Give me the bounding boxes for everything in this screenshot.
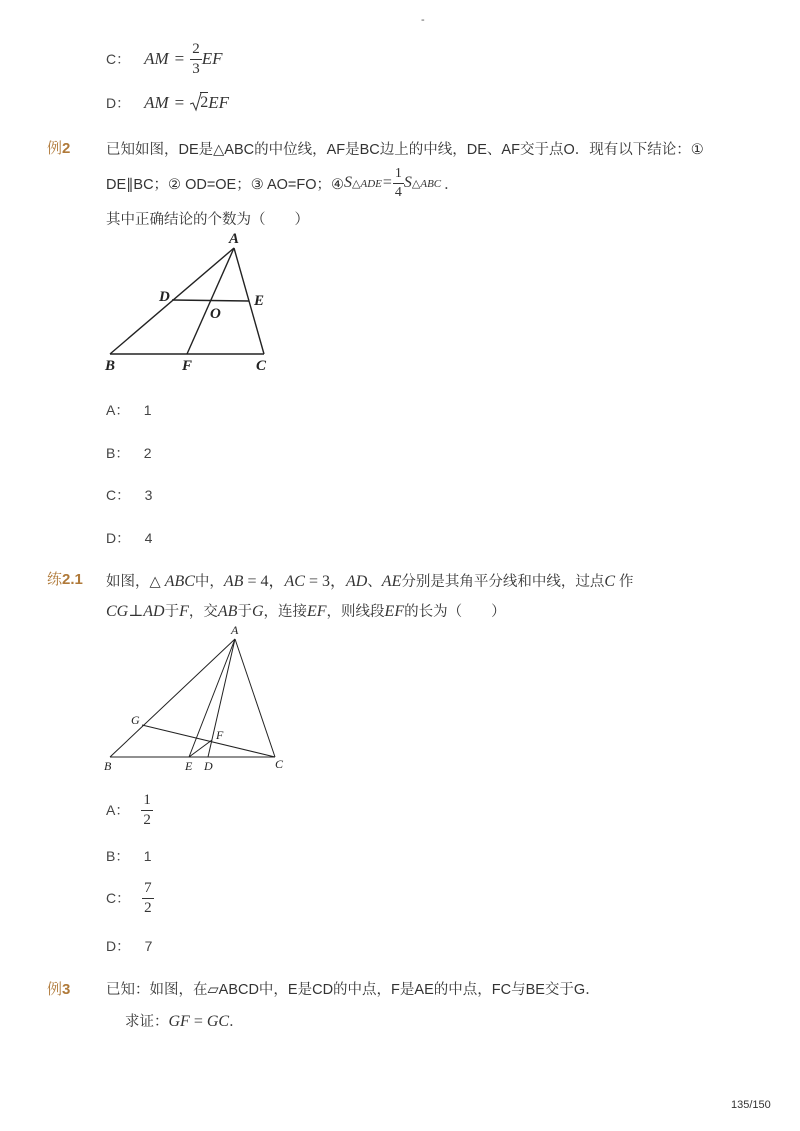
math-eq: = [189, 1013, 207, 1030]
prev-option-c [106, 38, 223, 80]
segment-ac [235, 639, 275, 757]
ex2-line3: 其中正确结论的个数为（ ） [106, 212, 309, 228]
area-symbol: S [344, 174, 353, 191]
fraction-numerator: 1 [393, 167, 404, 184]
area-subscript: △ABC [411, 177, 442, 190]
text-run: = 3， [304, 573, 346, 590]
area-symbol: S [403, 174, 412, 191]
fraction-numerator: 7 [142, 881, 154, 899]
example-number: 3 [62, 981, 71, 998]
text-run: ，则线段 [326, 604, 385, 620]
math-rhs: EF [201, 49, 223, 68]
math-point-c: C [604, 573, 616, 590]
fraction [190, 42, 202, 77]
option-label: D： [106, 530, 131, 546]
math-eq: = [174, 49, 185, 68]
math-segment-ad: AD [345, 573, 368, 590]
option-label: C： [106, 51, 131, 67]
option-label: C： [106, 487, 131, 503]
math-segment-gf: GF [168, 1013, 190, 1030]
ex2-option-b [106, 443, 152, 463]
math-segment-ac: AC [284, 573, 305, 590]
example-number: 2.1 [62, 571, 83, 588]
example-label-ex21 [47, 568, 83, 589]
point-label-e: E [185, 759, 193, 773]
radical-sign-icon [190, 92, 202, 112]
point-label-a: A [229, 231, 240, 247]
math-triangle-abc: ABC [164, 573, 195, 590]
ex2-option-a [106, 400, 152, 420]
option-label: A： [106, 402, 130, 418]
fraction-denominator: 3 [192, 60, 200, 77]
ex21-triangle-figure [100, 620, 300, 775]
math-point-g: G [251, 603, 264, 620]
fraction-denominator: 4 [394, 184, 402, 200]
fraction [142, 881, 154, 916]
text-run: ，连接 [263, 604, 307, 620]
fraction-numerator: 1 [141, 793, 153, 811]
header-mark: - [421, 14, 425, 26]
text-run: 于 [164, 604, 180, 620]
fraction-numerator: 2 [190, 42, 202, 60]
example-label-ex2 [47, 137, 70, 158]
area-subscript: △ADE [352, 177, 382, 190]
math-rhs: EF [208, 93, 230, 112]
point-label-c: C [256, 358, 267, 374]
fraction [141, 793, 153, 828]
ex2-option-d [106, 528, 152, 548]
math-segment-ad: AD [143, 603, 165, 620]
option-label: A： [106, 802, 130, 818]
perp-symbol: ⊥ [128, 603, 144, 620]
point-label-f: F [216, 728, 224, 742]
point-label-b: B [105, 358, 116, 374]
ex2-line2 [106, 163, 459, 203]
point-label-o: O [210, 306, 221, 322]
option-value: 1 [143, 848, 152, 864]
text-run: 于 [237, 604, 252, 620]
math-segment-ab: AB [217, 603, 238, 620]
math-lhs: AM [144, 49, 169, 68]
option-label: B： [106, 848, 130, 864]
point-label-a: A [231, 623, 239, 637]
text-run: 求证： [125, 1014, 169, 1030]
example-label-ex3 [47, 978, 70, 999]
math-segment-gc: GC [206, 1013, 230, 1030]
text-run: 中， [194, 574, 224, 590]
ex2-triangle-figure [100, 228, 280, 378]
fraction-denominator: 2 [143, 811, 151, 828]
page-number: 135/150 [731, 1099, 771, 1111]
ex2-line2-text: DE∥BC；② OD=OE；③ AO=FO；④ [106, 176, 345, 193]
math-lhs: AM [144, 93, 169, 112]
sqrt-radicand: 2 [200, 94, 209, 111]
example-prefix: 练 [47, 571, 63, 588]
text-run: 如图，△ [106, 574, 165, 590]
ex3-prove-line [125, 1010, 244, 1031]
option-value: 2 [143, 445, 152, 461]
math-segment-cg: CG [106, 603, 129, 620]
math-segment-ab: AB [223, 573, 244, 590]
text-run: 作 [615, 574, 634, 590]
prev-option-d [106, 90, 229, 116]
point-label-d: D [159, 289, 170, 305]
option-label: B： [106, 445, 130, 461]
ex2-option-c [106, 485, 152, 505]
option-value: 7 [144, 938, 153, 954]
option-label: D： [106, 95, 131, 111]
point-label-d: D [204, 759, 213, 773]
ex21-option-c [106, 878, 154, 918]
math-segment-ef: EF [307, 603, 327, 620]
option-value: 3 [144, 487, 153, 503]
sqrt [190, 94, 208, 112]
ex3-line1: 已知：如图，在▱ABCD中，E是CD的中点，F是AE的中点，FC与BE交于G． [106, 982, 600, 998]
segment-cg [142, 725, 275, 757]
point-label-g: G [131, 713, 140, 727]
example-prefix: 例 [47, 981, 63, 998]
option-value: 4 [144, 530, 153, 546]
ex21-line2 [106, 600, 506, 621]
option-label: C： [106, 890, 131, 906]
line-end: ． [444, 176, 459, 193]
fraction-denominator: 2 [144, 899, 152, 916]
text-run: 的长为（ ） [404, 604, 506, 620]
ex21-option-a [106, 790, 153, 830]
ex21-option-d [106, 936, 152, 956]
ex21-option-b [106, 846, 152, 866]
math-point-f: F [179, 603, 189, 620]
option-value: 1 [143, 402, 152, 418]
math-segment-ef: EF [384, 603, 405, 620]
example-number: 2 [62, 140, 71, 157]
math-segment-ae: AE [381, 573, 402, 590]
ex21-line1 [106, 568, 634, 591]
example-prefix: 例 [47, 140, 63, 157]
point-label-b: B [104, 759, 112, 773]
point-label-e: E [254, 293, 265, 309]
text-run: 分别是其角平分线和中线，过点 [401, 574, 605, 590]
line-end: ． [229, 1014, 244, 1030]
math-eq: = [174, 93, 185, 112]
point-label-f: F [182, 358, 193, 374]
math-eq: = [382, 174, 392, 191]
option-label: D： [106, 938, 131, 954]
ex2-line1: 已知如图，DE是△ABC的中位线，AF是BC边上的中线，DE、AF交于点O．现有以下结论：① [106, 142, 704, 158]
text-run: 、 [367, 574, 382, 590]
text-run: = 4， [243, 573, 285, 590]
point-label-c: C [275, 757, 284, 771]
text-run: ，交 [188, 604, 218, 620]
fraction [393, 167, 404, 200]
